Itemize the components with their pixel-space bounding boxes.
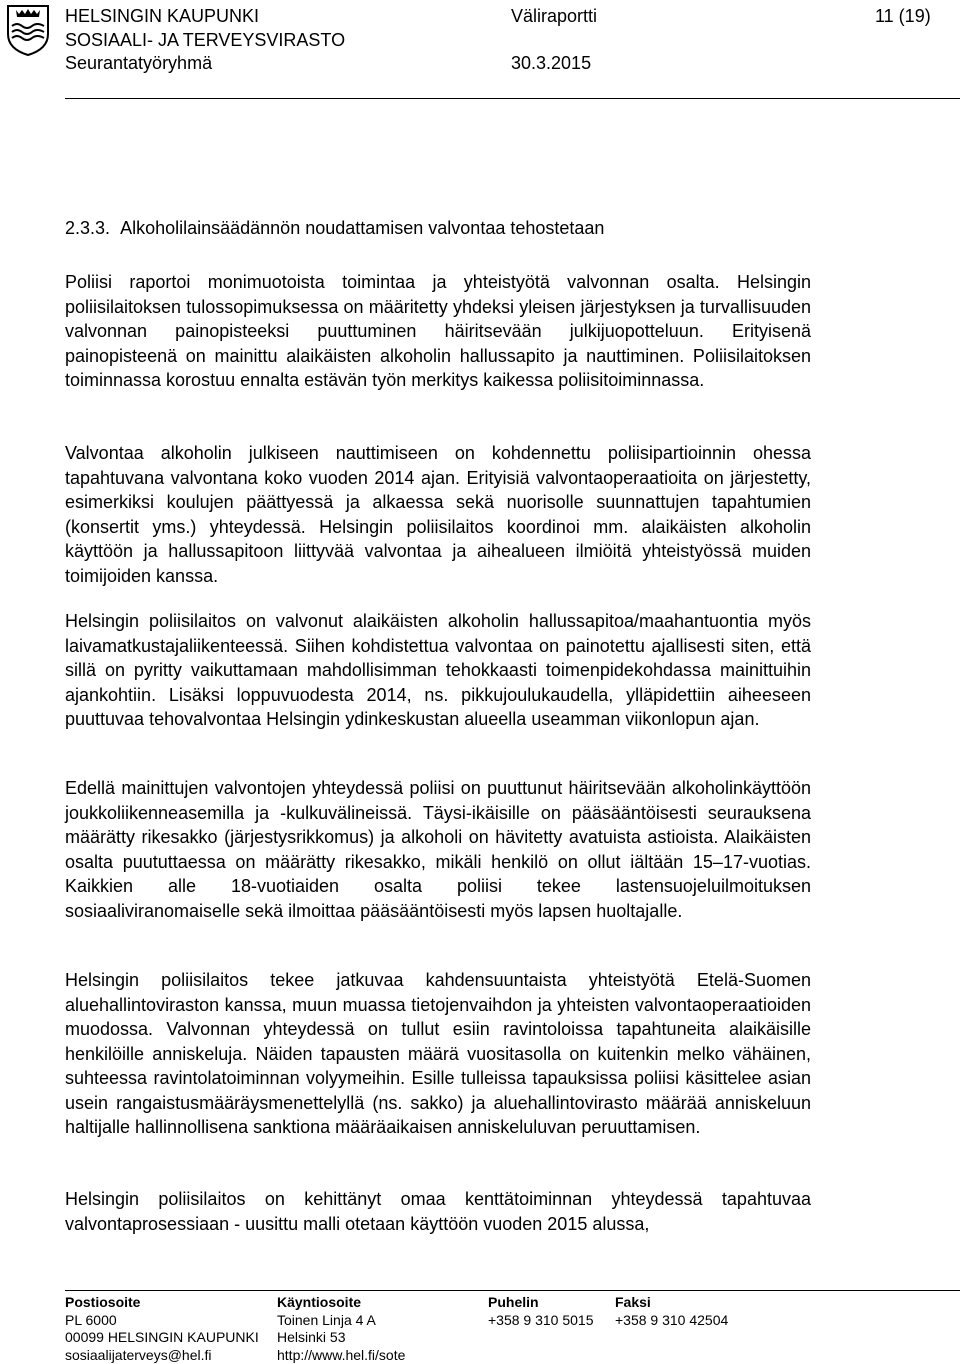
header-rule	[65, 98, 960, 99]
document-type: Väliraportti	[511, 5, 597, 27]
department-name: SOSIAALI- JA TERVEYSVIRASTO	[65, 29, 345, 51]
document-date: 30.3.2015	[511, 52, 591, 74]
footer-email: sosiaalijaterveys@hel.fi	[65, 1347, 259, 1364]
paragraph-5: Helsingin poliisilaitos tekee jatkuvaa kahdensuuntaista yhteistyötä Etelä-Suomen aluehallintoviraston kanssa, muun muassa tietojenvaihdon ja yhteisten valvontaoperaatioiden muodossa. Valvonnan yhteydessä on tullut esiin ravintoloissa tapahtuneita alaikäisille henkilöille anniskeluja. Näiden tapausten määrä vuositasolla on kuitenkin melko vähäinen, suhteessa ravintolatoiminnan volyymeihin. Esille tulleissa tapauksissa poliisi käsittelee asian usein rangaistusmääräysmenettelyllä (ns. sakko) ja aluehallintovirasto määrää anniskeluun haltijalle hallinnollisena sanktiona määräaikaisen anniskeluluvan peruuttamisen.	[65, 968, 811, 1140]
helsinki-crest-logo	[6, 4, 50, 56]
phone-value: +358 9 310 5015	[488, 1312, 594, 1330]
visiting-line-2: Helsinki 53	[277, 1329, 405, 1347]
paragraph-1: Poliisi raportoi monimuotoista toimintaa ja yhteistyötä valvonnan osalta. Helsingin poliisilaitoksen tulossopimuksessa on määritetty yhdeksi yleisen järjestyksen ja turvallisuuden valvonnan painopisteeksi puuttuminen häiritsevään julkijuopotteluun. Erityisenä painopisteenä on mainittu alaikäisten alkoholin hallussapito ja nauttiminen. Poliisilaitoksen toiminnassa korostuu ennalta estävän työn merkitys kaikessa poliisitoiminnassa.	[65, 270, 811, 393]
paragraph-2: Valvontaa alkoholin julkiseen nauttimiseen on kohdennettu poliisipartioinnin ohessa tapahtuvana valvontana koko vuoden 2014 ajan. Erityisiä valvontaoperaatioita on järjestetty, esimerkiksi koulujen päättyessä ja alkaessa sekä nuorisolle suunnattujen tapahtumien (konsertit yms.) yhteydessä. Helsingin poliisilaitos koordinoi mm. alaikäisten alkoholin käyttöön ja hallussapitoon liittyvää valvontaa ja aihealueen ilmiöitä yhteistyössä muiden toimijoiden kanssa.	[65, 441, 811, 588]
footer-postal	[65, 1294, 259, 1364]
phone-label: Puhelin	[488, 1294, 594, 1312]
fax-label: Faksi	[615, 1294, 728, 1312]
postal-label: Postiosoite	[65, 1294, 259, 1312]
postal-line-2: 00099 HELSINGIN KAUPUNKI	[65, 1329, 259, 1347]
footer-fax	[615, 1294, 728, 1329]
visiting-line-1: Toinen Linja 4 A	[277, 1312, 405, 1330]
footer-phone	[488, 1294, 594, 1329]
footer-visiting	[277, 1294, 405, 1364]
page-number: 11 (19)	[875, 5, 931, 27]
visiting-label: Käyntiosoite	[277, 1294, 405, 1312]
section-heading	[65, 216, 604, 240]
paragraph-3: Helsingin poliisilaitos on valvonut alaikäisten alkoholin hallussapitoa/maahantuontia myös laivamatkustajaliikenteessä. Siihen kohdistettua valvontaa on painotettu ajallisesti siten, että sillä on pyritty vaikuttamaan mahdollisimman tehokkaasti toimenpidekohdassa mainittuihin ajankohtiin. Lisäksi loppuvuodesta 2014, ns. pikkujoulukaudella, ylläpidettiin aiheeseen puuttuvaa tehovalvontaa Helsingin ydinkeskustan alueella useamman viikonlopun ajan.	[65, 609, 811, 732]
footer-website: http://www.hel.fi/sote	[277, 1347, 405, 1364]
paragraph-4: Edellä mainittujen valvontojen yhteydessä poliisi on puuttunut häiritsevään alkoholinkäyttöön joukkoliikenneasemilla ja -kulkuvälineissä. Täysi-ikäisille on pääsääntöisesti seurauksena määrätty rikesakko (järjestysrikkomus) ja alkoholi on hävitetty avatuista astioista. Alaikäisten osalta puututtaessa on määrätty rikesakko, mikäli henkilö on ollut iältään 15–17-vuotias. Kaikkien alle 18-vuotiaiden osalta poliisi tekee lastensuojeluilmoituksen sosiaaliviranomaiselle sekä ilmoittaa pääsääntöisesti myös lapsen huoltajalle.	[65, 776, 811, 923]
group-name: Seurantatyöryhmä	[65, 52, 212, 74]
paragraph-6: Helsingin poliisilaitos on kehittänyt omaa kenttätoiminnan yhteydessä tapahtuvaa valvontaprosessiaan - uusittu malli otetaan käyttöön vuoden 2015 alussa,	[65, 1187, 811, 1236]
postal-line-1: PL 6000	[65, 1312, 259, 1330]
fax-value: +358 9 310 42504	[615, 1312, 728, 1330]
section-number: 2.3.3.	[65, 218, 110, 238]
org-name: HELSINGIN KAUPUNKI	[65, 5, 259, 27]
footer-rule	[65, 1290, 960, 1291]
section-title: Alkoholilainsäädännön noudattamisen valvontaa tehostetaan	[120, 218, 604, 238]
